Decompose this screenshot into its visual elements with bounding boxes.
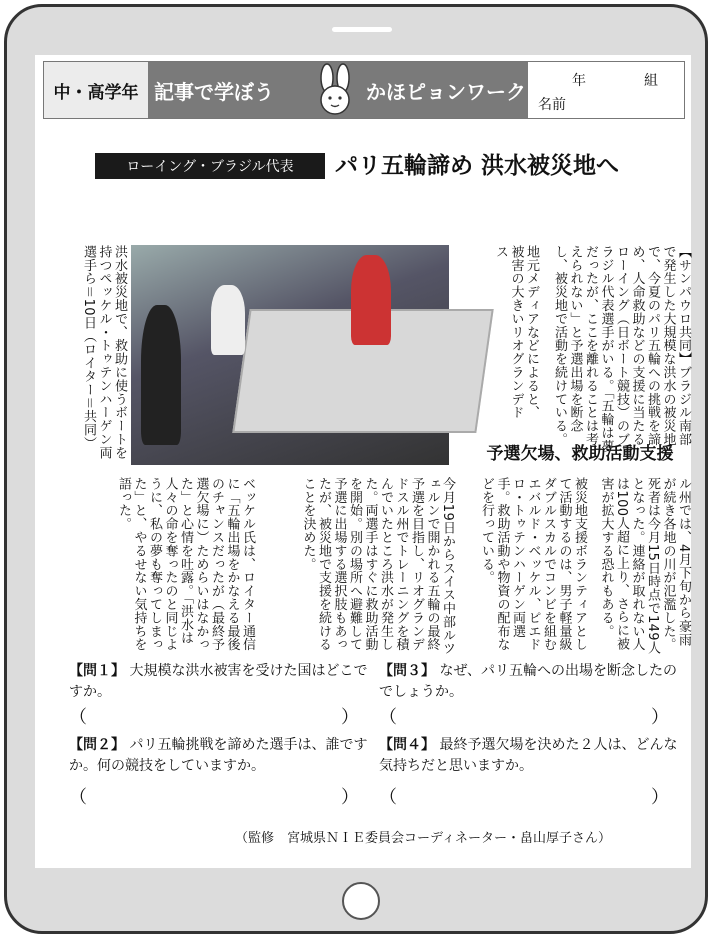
question-4	[379, 735, 679, 777]
article-column-top-1: 【サンパウロ共同】ブラジル南部で発生した大規模な洪水の被災地で、今夏のパリ五輪への挑戦を諦め、人命救助などの支援に当たるローイング（日ボート競技）のブラジル代表選手がいる。「五輪は夢だったが、ここを離れることは考えられない」と予選出場を断念し、被災地で活動を続けている。	[552, 245, 691, 453]
grade-label: 中・高学年	[44, 62, 148, 118]
person-figure	[351, 255, 391, 345]
tablet-frame	[4, 4, 708, 934]
news-photo	[131, 245, 449, 465]
speaker-slot	[332, 27, 392, 32]
article-column-top-2: 地元メディアなどによると、被害の大きいリオグランデドス	[493, 245, 539, 420]
home-button[interactable]	[342, 882, 380, 920]
worksheet-page: 中・高学年 記事で学ぼう かほピョンワーク 年 組 名前 ローイング・ブラジル代表 パリ五輪諦め 洪水被災地へ 洪水被災地で、救助に使うボートを持つペッケル・トゥテンハーゲン両選手ら＝10日（ロイター＝共同） 【サンパウロ共同】ブラジル南部で発生した大規模な洪水の被災地で、今夏のパリ五輪への挑戦を諦め、人命救助などの支援に当たるローイング（日ボート競技）のブラジル代表選手がいる。「五輪は夢だったが、ここを離れることは考えられない」と予選出場を断念し、被災地で活動を続けている。 地元メディアなどによると、被害の大きいリオグランデドス 予選欠場、救助活動支援 ル州では、4月下旬から豪雨が続き各地の川が氾濫した。死者は今月15日時点で149人となった。連絡が取れない人は100人超に上り、さらに被害が拡大する恐れもある。 被災地支援ボランティアとして活動するのは、男子軽量級ダブルスカルでコンビを組むエバルド・ベッケル、ピエドロ・トゥテンハーゲン両選手。救助活動や物資の配布などを行っている。 今月19日からスイス中部ルツェルンで開かれる五輪の最終予選を目指し、リオグランデドスル州でトレーニングを積んでいたところ洪水が発生した。両選手はすぐに救助活動を開始。別の場所へ避難して予選に出場する選択肢もあったが、被災地で支援を続けることを決めた。 ベッケル氏は、ロイター通信に「五輪出場をかなえる最後のチャンスだったが（最終予選欠場に）ためらいはなかった」と心情を吐露。「洪水は人々の命を奪ったのと同じように、私の夢も奪ってしまった」と、やるせない気持ちを語った。 【問１】 大規模な洪水被害を受けた国はどこですか。 （ ） 【問２】 パリ五輪挑戦を諦めた選手は、誰ですか。何の競技をしていますか。 （ ） 【問３】 なぜ、パリ五輪への出場を断念したのでしょうか。 （ ） 【問４】 最終予選欠場を決めた２人は、どんな気持ちだと思いますか。 （ ） （監修 宮城県ＮＩＥ委員会コーディネーター・畠山厚子さん）	[35, 55, 691, 868]
question-text: 最終予選欠場を決めた２人は、どんな気持ちだと思いますか。	[379, 737, 678, 774]
article-column-bottom-1: ル州では、4月下旬から豪雨が続き各地の川が氾濫した。死者は今月15日時点で149人となった。連絡が取れない人は100人超に上り、さらに被害が拡大する恐れもある。	[598, 477, 691, 655]
supervisor-credit: （監修 宮城県ＮＩＥ委員会コーディネーター・畠山厚子さん）	[235, 831, 611, 846]
title-text-a: 記事で学ぼう	[154, 80, 274, 104]
question-label: 【問１】	[69, 663, 125, 679]
article-column-bottom-4: ベッケル氏は、ロイター通信に「五輪出場をかなえる最後のチャンスだったが（最終予選欠場に）ためらいはなかった」と心情を吐露。「洪水は人々の命を奪ったのと同じように、私の夢も奪ってしまった」と、やるせない気持ちを語った。	[116, 477, 255, 652]
class-label: 組	[644, 73, 658, 89]
question-text: 大規模な洪水被害を受けた国はどこですか。	[69, 663, 368, 700]
question-label: 【問３】	[379, 663, 435, 679]
bunny-icon	[308, 64, 362, 116]
worksheet-header	[43, 61, 685, 119]
person-figure	[211, 285, 245, 355]
article-column-bottom-2: 被災地支援ボランティアとして活動するのは、男子軽量級ダブルスカルでコンビを組むエバルド・ベッケル、ピエドロ・トゥテンハーゲン両選手。救助活動や物資の配布などを行っている。	[479, 477, 587, 652]
article-column-bottom-3: 今月19日からスイス中部ルツェルンで開かれる五輪の最終予選を目指し、リオグランデドスル州でトレーニングを積んでいたところ洪水が発生した。両選手はすぐに救助活動を開始。別の場所へ避難して予選に出場する選択肢もあったが、被災地で支援を続けることを決めた。	[300, 477, 455, 656]
title-text-b: かほピョンワーク	[366, 80, 526, 104]
question-label: 【問４】	[379, 737, 435, 753]
question-text: なぜ、パリ五輪への出場を断念したのでしょうか。	[379, 663, 678, 700]
question-1	[69, 661, 369, 703]
article-tag: ローイング・ブラジル代表	[95, 153, 325, 179]
question-2	[69, 735, 369, 777]
person-figure	[141, 305, 181, 445]
year-label: 年	[572, 73, 586, 89]
question-3	[379, 661, 679, 703]
question-label: 【問２】	[69, 737, 125, 753]
title-band	[148, 62, 528, 118]
photo-caption: 洪水被災地で、救助に使うボートを持つペッケル・トゥテンハーゲン両選手ら＝10日（ロイター＝共同）	[81, 245, 127, 460]
article-subheadline: 予選欠場、救助活動支援	[486, 444, 674, 464]
name-label[interactable]: 名前	[538, 97, 566, 113]
question-text: パリ五輪挑戦を諦めた選手は、誰ですか。何の競技をしていますか。	[69, 737, 368, 774]
article-headline: パリ五輪諦め 洪水被災地へ	[335, 153, 620, 179]
name-form	[528, 62, 684, 118]
